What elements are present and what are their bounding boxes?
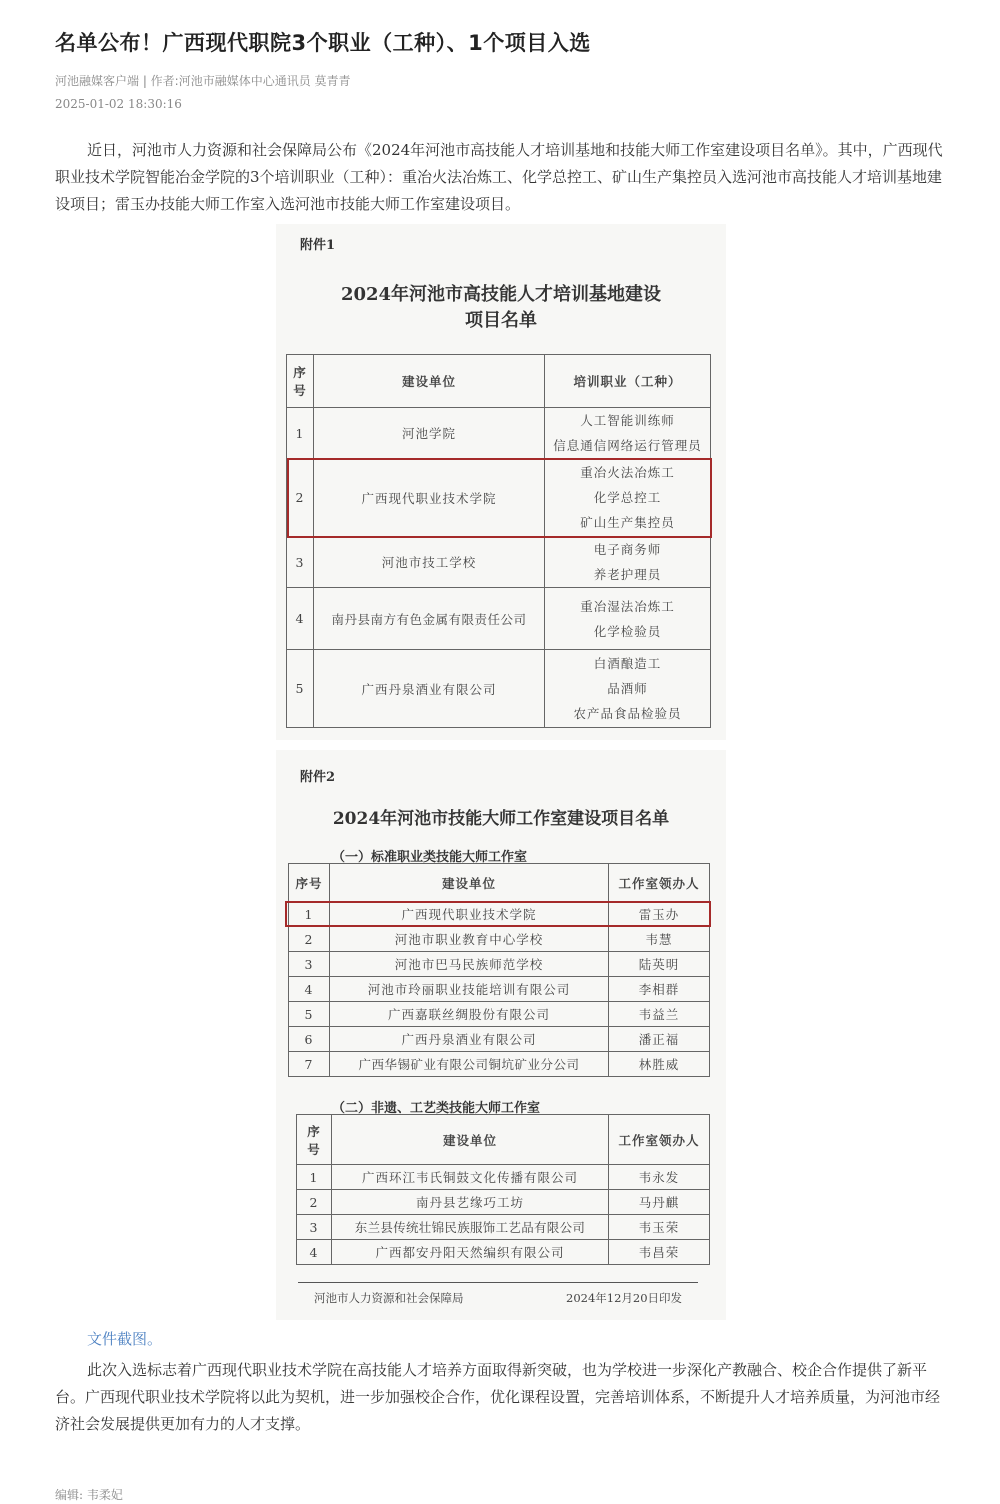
table-header-row (287, 355, 711, 408)
highlight-box (285, 901, 711, 927)
attachment-1-title: 2024年河池市高技能人才培训基地建设 (340, 284, 662, 305)
row-jobs: 重冶湿法冶炼工 化学检验员 (545, 588, 711, 650)
column-header-leader: 工作室领办人 (609, 864, 710, 902)
row-unit: 河池市技工学校 (314, 537, 545, 588)
table-row (287, 537, 711, 588)
row-no: 1 (287, 408, 314, 459)
column-header-job: 培训职业（工种） (545, 355, 711, 408)
table-header-row (289, 864, 710, 902)
image-caption: 文件截图。 (87, 1330, 163, 1348)
column-header-no: 序 号 (297, 1115, 332, 1165)
row-no: 5 (287, 650, 314, 728)
row-no: 4 (287, 588, 314, 650)
row-unit: 广西现代职业技术学院 (314, 459, 545, 537)
issuer: 河池市人力资源和社会保障局 (314, 1291, 464, 1305)
row-jobs: 白酒酿造工 品酒师 农产品食品检验员 (545, 650, 711, 728)
highlight-box (287, 458, 712, 538)
attachment-1-subtitle: 项目名单 (465, 310, 537, 331)
row-jobs: 人工智能训练师 信息通信网络运行管理员 (545, 408, 711, 459)
training-base-table (286, 354, 711, 728)
row-no: 3 (287, 537, 314, 588)
section-2-title: （二）非遗、工艺类技能大师工作室 (332, 1101, 541, 1116)
article-meta: 河池融媒客户端 | 作者:河池市融媒体中心通讯员 莫青青 (55, 74, 351, 88)
footer-divider (298, 1282, 698, 1283)
column-header-unit: 建设单位 (332, 1115, 609, 1165)
attachment-2-image (276, 750, 726, 1320)
section-1-title: （一）标准职业类技能大师工作室 (332, 850, 528, 865)
master-studio-table-heritage (296, 1114, 710, 1265)
table-row (287, 588, 711, 650)
attachment-1-image (276, 224, 726, 740)
row-no: 2 (287, 459, 314, 537)
table-header-row (297, 1115, 710, 1165)
attachment-1-label: 附件1 (300, 238, 336, 253)
issue-date: 2024年12月20日印发 (566, 1291, 683, 1305)
table-row: 2 南丹县艺缘巧工坊 马丹麒 (297, 1190, 710, 1215)
page-title: 名单公布！广西现代职院3个职业（工种）、1个项目入选 (55, 31, 591, 55)
attachment-2-title: 2024年河池市技能大师工作室建设项目名单 (332, 809, 670, 829)
row-jobs: 电子商务师 养老护理员 (545, 537, 711, 588)
article-paragraph: 此次入选标志着广西现代职业技术学院在高技能人才培养方面取得新突破，也为学校进一步深化产教融合、校企合作提供了新平台。广西现代职业技术学院将以此为契机，进一步加强校企合作，优化课程设置，完善培训体系，不断提升人才培养质量，为河池市经济社会发展提供更加有力的人才支撑。 (55, 1361, 941, 1433)
column-header-unit: 建设单位 (314, 355, 545, 408)
table-row: 4 广西都安丹阳天然编织有限公司 韦昌荣 (297, 1240, 710, 1265)
column-header-no: 序号 (289, 864, 330, 902)
attachment-2-label: 附件2 (300, 770, 336, 785)
article-date: 2025-01-02 18:30:16 (55, 97, 182, 111)
table-row: 3 河池市巴马民族师范学校 陆英明 (289, 952, 710, 977)
column-header-unit: 建设单位 (330, 864, 609, 902)
row-jobs: 重冶火法冶炼工 化学总控工 矿山生产集控员 (545, 459, 711, 537)
table-row: 5 广西嘉联丝绸股份有限公司 韦益兰 (289, 1002, 710, 1027)
table-row: 3 东兰县传统壮锦民族服饰工艺品有限公司 韦玉荣 (297, 1215, 710, 1240)
table-row: 4 河池市玲丽职业技能培训有限公司 李相群 (289, 977, 710, 1002)
table-row: 2 河池市职业教育中心学校 韦慧 (289, 927, 710, 952)
table-row: 6 广西丹泉酒业有限公司 潘正福 (289, 1027, 710, 1052)
table-row (287, 408, 711, 459)
article-paragraph: 近日，河池市人力资源和社会保障局公布《2024年河池市高技能人才培训基地和技能大师工作室建设项目名单》。其中，广西现代职业技术学院智能冶金学院的3个培训职业（工种）：重冶火法冶炼工、化学总控工、矿山生产集控员入选河池市高技能人才培训基地建设项目；雷玉办技能大师工作室入选河池市技能大师工作室建设项目。 (55, 141, 943, 213)
row-unit: 河池学院 (314, 408, 545, 459)
table-row (287, 650, 711, 728)
column-header-leader: 工作室领办人 (609, 1115, 710, 1165)
table-row: 1 广西环江韦氏铜鼓文化传播有限公司 韦永发 (297, 1165, 710, 1190)
editor-credit: 编辑: 韦柔妃 (55, 1488, 123, 1502)
row-unit: 广西丹泉酒业有限公司 (314, 650, 545, 728)
master-studio-table-standard (288, 863, 710, 1077)
table-row: 7 广西华锡矿业有限公司铜坑矿业分公司 林胜威 (289, 1052, 710, 1077)
table-row: 1 广西现代职业技术学院 雷玉办 (289, 902, 710, 927)
column-header-no: 序 号 (287, 355, 314, 408)
row-unit: 南丹县南方有色金属有限责任公司 (314, 588, 545, 650)
